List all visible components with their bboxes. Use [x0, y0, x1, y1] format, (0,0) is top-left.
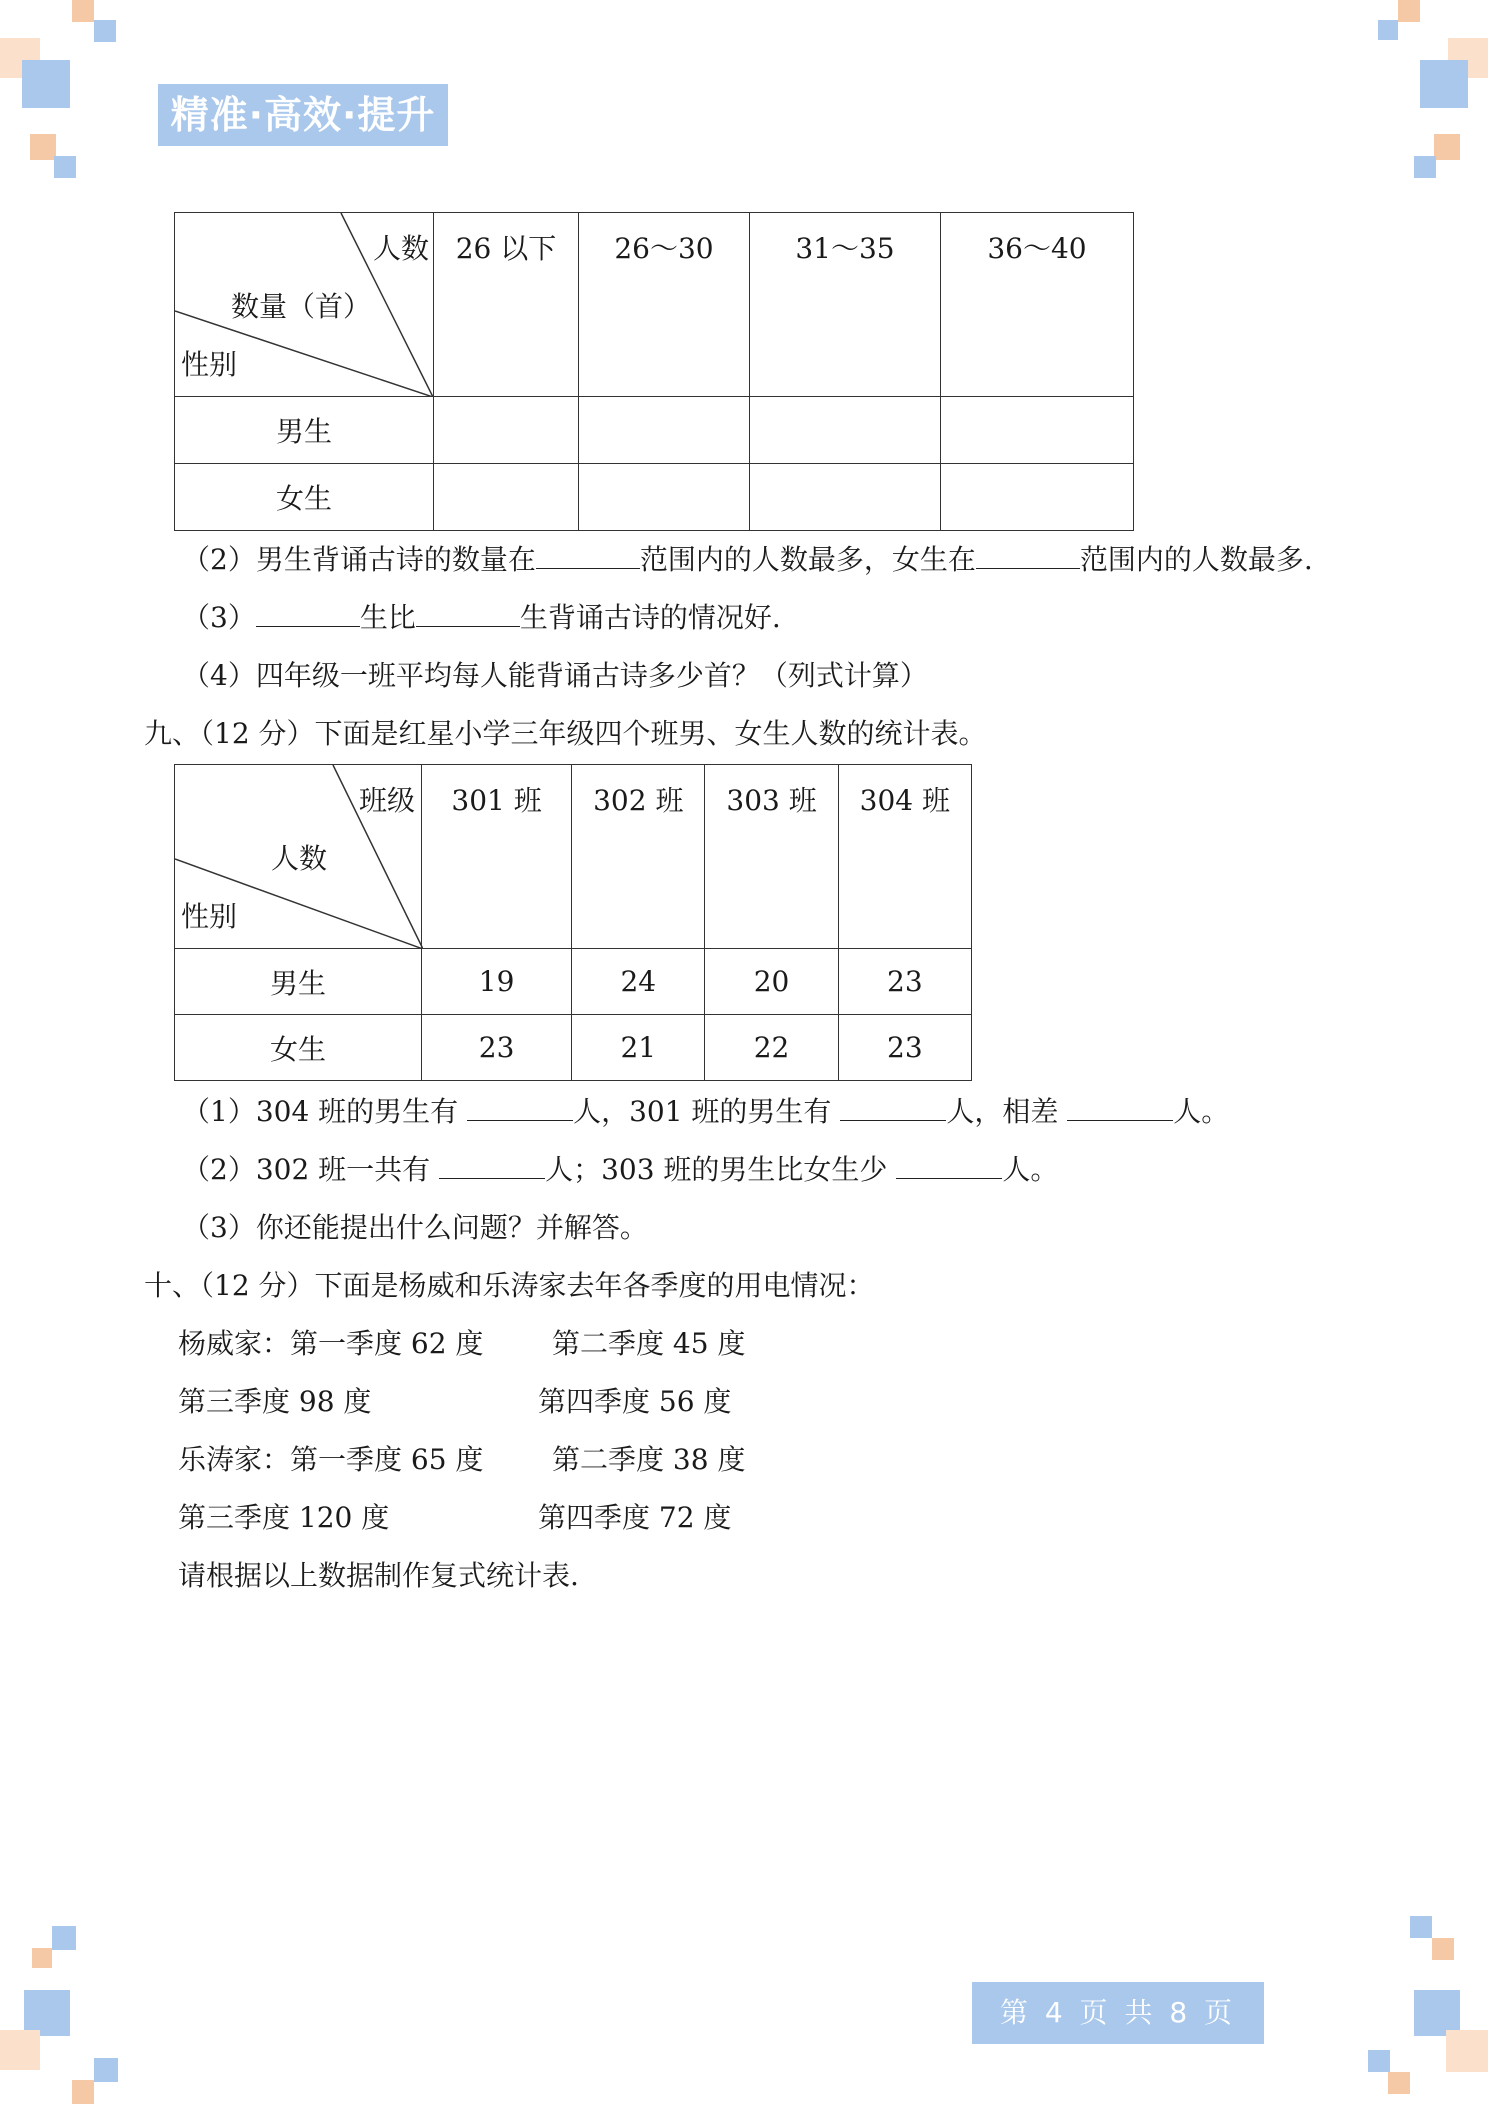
table-cell: 22: [705, 1015, 838, 1081]
table-row: [175, 1015, 972, 1081]
usage-line-right: 第四季度 72 度: [538, 1501, 732, 1534]
table-corner-header: [175, 765, 422, 949]
table-cell: [750, 397, 941, 464]
table-cell: [579, 397, 750, 464]
question-8-2: （2）男生背诵古诗的数量在 范围内的人数最多，女生在 范围内的人数最多.: [182, 543, 1313, 576]
corner-label-bottom: 性别: [181, 900, 238, 933]
corner-label-mid: 人数: [271, 842, 328, 875]
table-cell: 20: [705, 949, 838, 1015]
table-cell: 23: [422, 1015, 572, 1081]
table-row: [175, 949, 972, 1015]
answer-blank[interactable]: [416, 600, 520, 627]
table-cell: [434, 464, 579, 531]
column-header: 36～40: [941, 213, 1134, 397]
column-header: 304 班: [838, 765, 971, 949]
answer-blank[interactable]: [536, 542, 640, 569]
answer-blank[interactable]: [439, 1152, 545, 1179]
table-cell: 23: [838, 949, 971, 1015]
row-label: 女生: [175, 1015, 422, 1081]
table-row: [175, 397, 1134, 464]
corner-label-top: 班级: [359, 784, 416, 817]
header-badge: 精准·高效·提升: [158, 84, 448, 146]
table-corner-header: [175, 213, 434, 397]
answer-blank[interactable]: [467, 1094, 573, 1121]
column-header: 301 班: [422, 765, 572, 949]
class-gender-table: [174, 764, 972, 1081]
question-9-2: （2）302 班一共有 人；303 班的男生比女生少 人。: [182, 1153, 1059, 1186]
usage-line-left: 第三季度 98 度: [178, 1385, 372, 1418]
table-cell: 19: [422, 949, 572, 1015]
poem-count-table: [174, 212, 1134, 531]
table-cell: [579, 464, 750, 531]
answer-blank[interactable]: [976, 542, 1080, 569]
usage-line-left: 第三季度 120 度: [178, 1501, 390, 1534]
usage-line-right: 第二季度 38 度: [552, 1443, 746, 1476]
usage-line-left: 杨威家：第一季度 62 度: [178, 1327, 484, 1360]
section-10-title: 十、（12 分）下面是杨威和乐涛家去年各季度的用电情况：: [144, 1269, 875, 1302]
table-cell: [750, 464, 941, 531]
table-cell: [434, 397, 579, 464]
answer-blank[interactable]: [1067, 1094, 1173, 1121]
column-header: 26～30: [579, 213, 750, 397]
table-row: [175, 464, 1134, 531]
corner-label-mid: 数量（首）: [231, 290, 372, 323]
table-cell: 24: [572, 949, 705, 1015]
answer-blank[interactable]: [896, 1152, 1002, 1179]
page-number-badge: 第 4 页 共 8 页: [972, 1982, 1264, 2044]
answer-blank[interactable]: [840, 1094, 946, 1121]
usage-line-right: 第二季度 45 度: [552, 1327, 746, 1360]
table-cell: 21: [572, 1015, 705, 1081]
table-cell: [941, 397, 1134, 464]
usage-line-right: 第四季度 56 度: [538, 1385, 732, 1418]
column-header: 303 班: [705, 765, 838, 949]
corner-label-bottom: 性别: [181, 348, 238, 381]
table-cell: 23: [838, 1015, 971, 1081]
question-9-1: （1）304 班的男生有 人，301 班的男生有 人，相差 人。: [182, 1095, 1230, 1128]
answer-blank[interactable]: [256, 600, 360, 627]
section-10-instruction: 请根据以上数据制作复式统计表.: [178, 1559, 579, 1592]
row-label: 男生: [175, 397, 434, 464]
column-header: 26 以下: [434, 213, 579, 397]
usage-line-left: 乐涛家：第一季度 65 度: [178, 1443, 484, 1476]
question-8-3: （3） 生比 生背诵古诗的情况好.: [182, 601, 781, 634]
section-9-title: 九、（12 分）下面是红星小学三年级四个班男、女生人数的统计表。: [144, 717, 987, 750]
table-cell: [941, 464, 1134, 531]
column-header: 302 班: [572, 765, 705, 949]
question-8-4: （4）四年级一班平均每人能背诵古诗多少首？（列式计算）: [182, 659, 928, 692]
column-header: 31～35: [750, 213, 941, 397]
row-label: 男生: [175, 949, 422, 1015]
corner-label-top: 人数: [373, 232, 430, 265]
question-9-3: （3）你还能提出什么问题？并解答。: [182, 1211, 648, 1244]
row-label: 女生: [175, 464, 434, 531]
